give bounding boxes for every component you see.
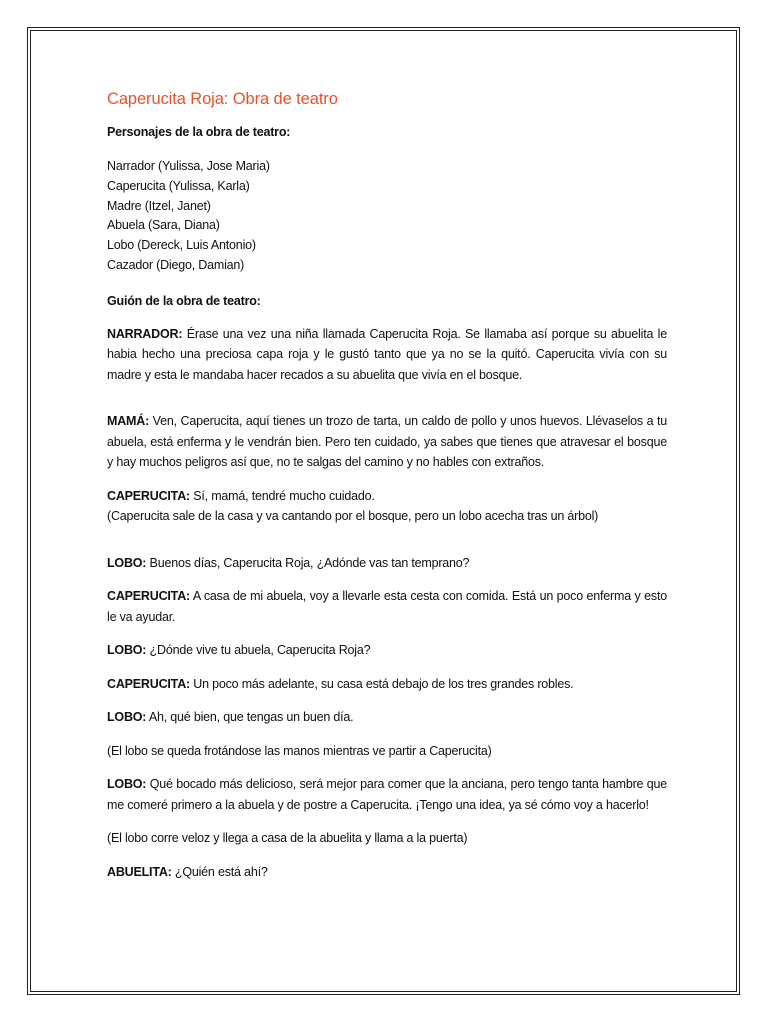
characters-heading: Personajes de la obra de teatro: <box>107 125 291 139</box>
speaker-name: LOBO: <box>107 777 147 792</box>
script-line <box>107 411 667 473</box>
dialogue-text: Un poco más adelante, su casa está debajo de los tres grandes robles. <box>189 676 574 691</box>
speaker-name: LOBO: <box>107 643 147 658</box>
dialogue-text: Ah, qué bien, que tengas un buen día. <box>146 710 354 725</box>
stage-direction-line <box>107 741 667 762</box>
stage-direction: (El lobo se queda frotándose las manos mientras ve partir a Caperucita) <box>107 743 492 758</box>
script-line <box>107 324 667 386</box>
dialogue-text: Ven, Caperucita, aquí tienes un trozo de tarta, un caldo de pollo y unos huevos. Llévaselos a tu abuela, está enferma y le vendrán bien. Pero ten cuidado, ya sabes que tienes que atravesar el bosque y hay muchos peligros así que, no te salgas del camino y no hables con extraños. <box>107 414 667 470</box>
speaker-name: CAPERUCITA: <box>107 488 190 503</box>
character-item: Cazador (Diego, Damian) <box>107 257 245 272</box>
document-title: Caperucita Roja: Obra de teatro <box>107 90 338 108</box>
dialogue-text: Qué bocado más delicioso, será mejor para comer que la anciana, pero tengo tanta hambre que me comeré primero a la abuela y de postre a Caperucita. ¡Tengo una idea, ya sé cómo voy a hacerlo! <box>107 777 667 812</box>
speaker-name: LOBO: <box>107 555 147 570</box>
character-item: Madre (Itzel, Janet) <box>107 198 211 213</box>
stage-direction: (Caperucita sale de la casa y va cantando por el bosque, pero un lobo acecha tras un árbol) <box>107 509 599 524</box>
character-item: Caperucita (Yulissa, Karla) <box>107 178 250 193</box>
speaker-name: NARRADOR: <box>107 326 183 341</box>
document-body <box>107 90 667 895</box>
script-line <box>107 486 667 527</box>
dialogue-text: Buenos días, Caperucita Roja, ¿Adónde vas tan temprano? <box>146 555 470 570</box>
characters-list <box>107 157 667 276</box>
script-line <box>107 707 667 728</box>
speaker-name: MAMÁ: <box>107 414 150 429</box>
dialogue-text: Sí, mamá, tendré mucho cuidado. <box>189 488 375 503</box>
dialogue-text: ¿Quién está ahí? <box>171 864 268 879</box>
dialogue-text: ¿Dónde vive tu abuela, Caperucita Roja? <box>146 643 371 658</box>
script-line <box>107 553 667 574</box>
script-line <box>107 586 667 627</box>
character-item: Lobo (Dereck, Luis Antonio) <box>107 238 256 253</box>
dialogue-text: Érase una vez una niña llamada Caperucita Roja. Se llamaba así porque su abuelita le habia hecho una preciosa capa roja y le gustó tanto que ya no se la quitó. Caperucita vivía con su madre y esta le mandaba hacer recados a su abuelita que vivía en el bosque. <box>107 326 667 382</box>
character-item: Narrador (Yulissa, Jose Maria) <box>107 159 270 173</box>
script-line <box>107 674 667 695</box>
speaker-name: LOBO: <box>107 710 147 725</box>
script-line <box>107 862 667 883</box>
speaker-name: ABUELITA: <box>107 864 172 879</box>
character-item: Abuela (Sara, Diana) <box>107 218 220 233</box>
stage-direction: (El lobo corre veloz y llega a casa de la abuelita y llama a la puerta) <box>107 831 468 846</box>
script-line <box>107 640 667 661</box>
speaker-name: CAPERUCITA: <box>107 589 190 604</box>
dialogue-text: A casa de mi abuela, voy a llevarle esta cesta con comida. Está un poco enferma y esto le va ayudar. <box>107 589 667 624</box>
speaker-name: CAPERUCITA: <box>107 676 190 691</box>
stage-direction-line <box>107 828 667 849</box>
script-heading: Guión de la obra de teatro: <box>107 293 261 308</box>
script-line <box>107 774 667 815</box>
